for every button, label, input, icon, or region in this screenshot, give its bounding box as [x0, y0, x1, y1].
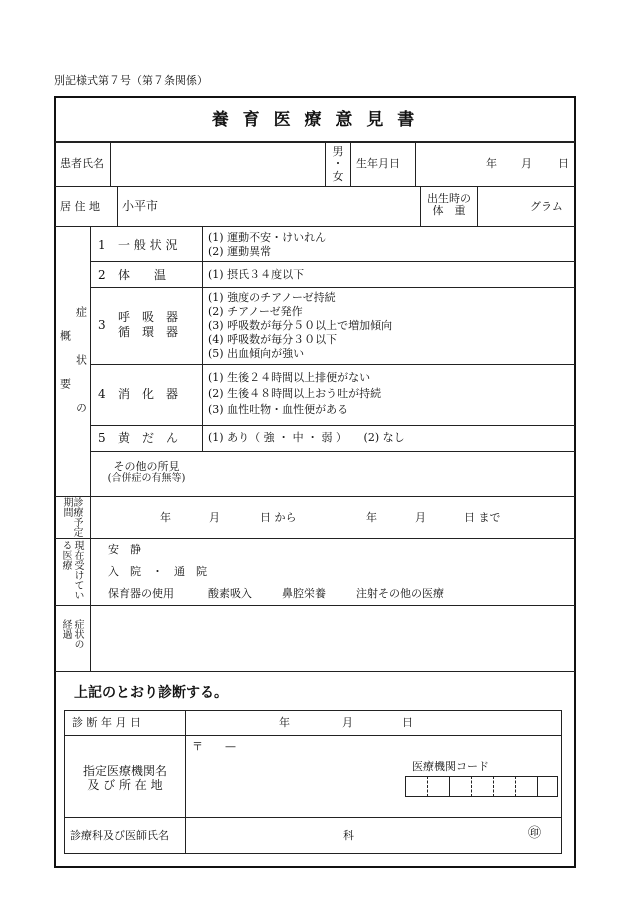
- symptom-option[interactable]: (4) 呼吸数が毎分３０以下: [208, 333, 338, 346]
- birth-day[interactable]: 日: [558, 157, 569, 170]
- symptom-option[interactable]: (1) 摂氏３４度以下: [208, 268, 305, 281]
- symptom-option[interactable]: (3) 血性吐物・血性便がある: [208, 403, 349, 416]
- form-title: 養 育 医 療 意 見 書: [211, 110, 419, 130]
- diagnosis-statement: 上記のとおり診断する。: [74, 685, 228, 701]
- period-from-month[interactable]: 月: [209, 511, 220, 524]
- symptom-option[interactable]: (1) 生後２４時間以上排便がない: [208, 371, 371, 384]
- treatment-admission[interactable]: 入 院 ・ 通 院: [108, 565, 207, 578]
- jaundice-options[interactable]: (1) あり（ 強 ・ 中 ・ 弱 ） (2) なし: [208, 431, 405, 444]
- gender-select[interactable]: 男 ・ 女: [326, 146, 350, 183]
- gender-male[interactable]: 男: [332, 145, 344, 158]
- treatment-injection[interactable]: 注射その他の医療: [356, 587, 444, 600]
- treatment-nasal-feeding[interactable]: 鼻腔栄養: [282, 587, 326, 600]
- weight-unit: グラム: [530, 200, 563, 213]
- seal-icon: ㊞: [528, 826, 542, 841]
- institution-code-label: 医療機関コード: [412, 760, 489, 773]
- progress-field[interactable]: [91, 606, 575, 670]
- birth-month[interactable]: 月: [521, 157, 532, 170]
- period-to-month[interactable]: 月: [415, 511, 426, 524]
- treatment-period-label: 診療予定期間: [61, 497, 82, 537]
- progress-label: 症状の経過: [60, 619, 83, 649]
- department-unit: 科: [343, 829, 354, 842]
- diagnosis-month[interactable]: 月: [342, 716, 353, 729]
- symptoms-side-label: 症 状 の 概 要: [58, 305, 88, 425]
- symptom-option[interactable]: (2) 運動異常: [208, 245, 272, 258]
- patient-name-label: 患者氏名: [60, 157, 104, 170]
- diagnosis-year[interactable]: 年: [279, 716, 290, 729]
- symptom-general-label: 一 般 状 況: [118, 238, 178, 252]
- symptom-temperature-label: 体 温: [118, 268, 167, 282]
- treatment-oxygen[interactable]: 酸素吸入: [208, 587, 252, 600]
- symptom-option[interactable]: (1) 強度のチアノーゼ持続: [208, 291, 336, 304]
- department-doctor-label: 診療科及び医師氏名: [70, 829, 169, 842]
- symptom-respiratory-label: 呼 吸 器: [118, 310, 179, 324]
- institution-label: 指定医療機関名 及 び 所 在 地: [82, 764, 167, 792]
- address-label: 居 住 地: [60, 200, 100, 213]
- symptom-jaundice-label: 黄 だ ん: [118, 431, 179, 445]
- symptom-option[interactable]: (2) 生後４８時間以上おう吐が持続: [208, 387, 382, 400]
- other-findings-label: その他の所見 (合併症の有無等): [107, 460, 186, 485]
- gender-female[interactable]: 女: [332, 169, 344, 183]
- birth-year[interactable]: 年: [486, 157, 497, 170]
- diagnosis-day[interactable]: 日: [402, 716, 413, 729]
- period-from-year[interactable]: 年: [160, 511, 171, 524]
- address-value[interactable]: 小平市: [122, 199, 159, 213]
- period-to-day[interactable]: 日 まで: [464, 511, 501, 524]
- treatment-rest[interactable]: 安 静: [108, 543, 141, 556]
- other-findings-field[interactable]: [203, 452, 575, 495]
- symptom-circulatory-label: 循 環 器: [118, 325, 179, 339]
- patient-name-field[interactable]: [111, 143, 325, 185]
- symptom-option[interactable]: (1) 運動不安・けいれん: [208, 231, 327, 244]
- symptom-option[interactable]: (5) 出血傾向が強い: [208, 347, 305, 360]
- current-treatment-label: 現在受けている医療: [60, 540, 83, 600]
- period-from-day[interactable]: 日 から: [260, 511, 297, 524]
- treatment-incubator[interactable]: 保育器の使用: [108, 587, 174, 600]
- postal-code-field[interactable]: 〒 —: [192, 740, 236, 753]
- birth-date-label: 生年月日: [356, 157, 400, 170]
- period-to-year[interactable]: 年: [366, 511, 377, 524]
- symptom-option[interactable]: (2) チアノーゼ発作: [208, 305, 303, 318]
- birth-weight-label: 出生時の 体 重: [427, 192, 471, 218]
- diagnosis-date-label: 診 断 年 月 日: [72, 716, 141, 729]
- symptom-digestive-label: 消 化 器: [118, 387, 179, 401]
- symptom-option[interactable]: (3) 呼吸数が毎分５０以上で増加傾向: [208, 319, 393, 332]
- form-reference: 別記様式第７号（第７条関係）: [54, 74, 208, 87]
